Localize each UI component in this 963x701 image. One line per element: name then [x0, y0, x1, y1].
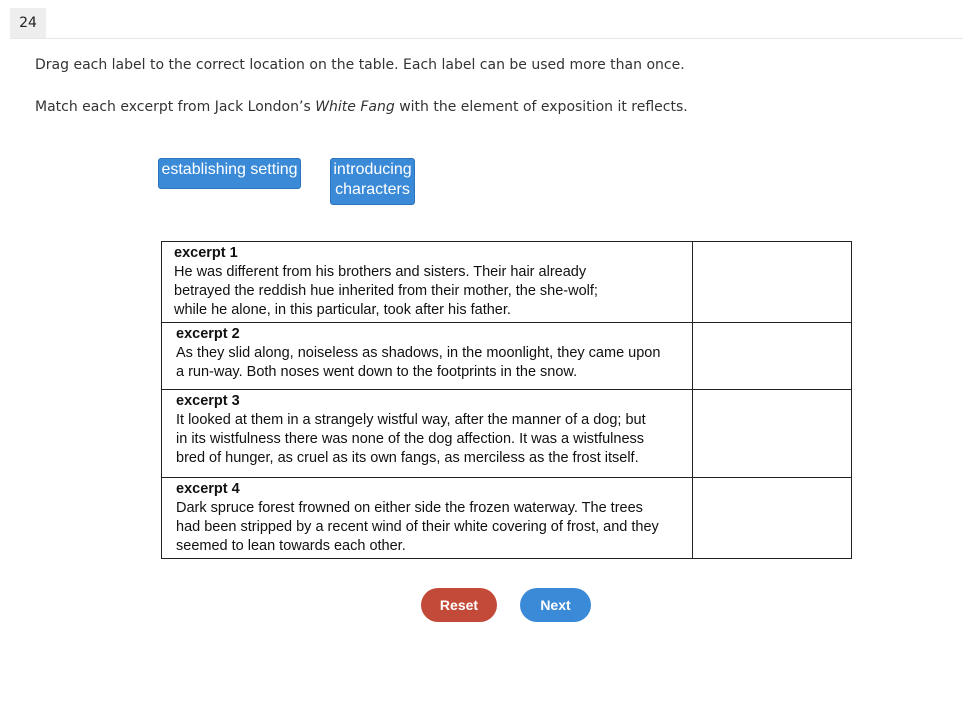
label-introducing-characters[interactable] — [330, 158, 415, 205]
excerpt-text-line: in its wistfulness there was none of the dog affection. It was a wistfulness — [176, 431, 645, 447]
excerpt-text-line: Dark spruce forest frowned on either side the frozen waterway. The trees — [176, 500, 643, 516]
excerpt-text-line: a run-way. Both noses went down to the footprints in the snow. — [176, 364, 578, 380]
instruction-drag: Drag each label to the correct location on the table. Each label can be used more than once. — [35, 57, 685, 73]
excerpt-cell — [162, 323, 693, 390]
excerpt-cell — [162, 390, 693, 478]
drop-target-excerpt-3[interactable] — [693, 390, 852, 478]
label-introducing-characters-line2: characters — [335, 181, 410, 198]
label-establishing-setting[interactable] — [158, 158, 301, 189]
excerpt-title: excerpt 1 — [174, 245, 238, 261]
match-table — [161, 241, 852, 559]
excerpt-title: excerpt 3 — [176, 393, 240, 409]
excerpt-text-line: seemed to lean towards each other. — [176, 538, 406, 554]
excerpt-text-line: betrayed the reddish hue inherited from their mother, the she-wolf; — [174, 283, 598, 299]
instruction-match — [35, 99, 688, 115]
excerpt-text-line: As they slid along, noiseless as shadows, in the moonlight, they came upon — [176, 345, 661, 361]
question-header — [10, 8, 963, 39]
drop-target-excerpt-2[interactable] — [693, 323, 852, 390]
excerpt-cell — [162, 242, 693, 323]
instruction-match-prefix: Match each excerpt from Jack London’s — [35, 99, 316, 115]
excerpt-text-line: He was different from his brothers and sisters. Their hair already — [174, 264, 587, 280]
drop-target-excerpt-4[interactable] — [693, 478, 852, 559]
table-row — [162, 478, 852, 559]
excerpt-title: excerpt 4 — [176, 481, 240, 497]
excerpt-text-line: had been stripped by a recent wind of their white covering of frost, and they — [176, 519, 659, 535]
table-row — [162, 390, 852, 478]
reset-button[interactable]: Reset — [421, 588, 497, 622]
excerpt-text-line: bred of hunger, as cruel as its own fangs, as merciless as the frost itself. — [176, 450, 639, 466]
question-number: 24 — [10, 8, 46, 38]
book-title: White Fang — [315, 99, 395, 115]
excerpt-text-line: It looked at them in a strangely wistful way, after the manner of a dog; but — [176, 412, 646, 428]
table-row — [162, 323, 852, 390]
next-button[interactable]: Next — [520, 588, 591, 622]
excerpt-text-line: while he alone, in this particular, took after his father. — [174, 302, 511, 318]
label-introducing-characters-line1: introducing — [333, 161, 412, 178]
excerpt-title: excerpt 2 — [176, 326, 240, 342]
drop-target-excerpt-1[interactable] — [693, 242, 852, 323]
table-row — [162, 242, 852, 323]
excerpt-cell — [162, 478, 693, 559]
instruction-match-suffix: with the element of exposition it reflects. — [394, 99, 688, 115]
label-establishing-setting-text: establishing setting — [161, 161, 298, 178]
